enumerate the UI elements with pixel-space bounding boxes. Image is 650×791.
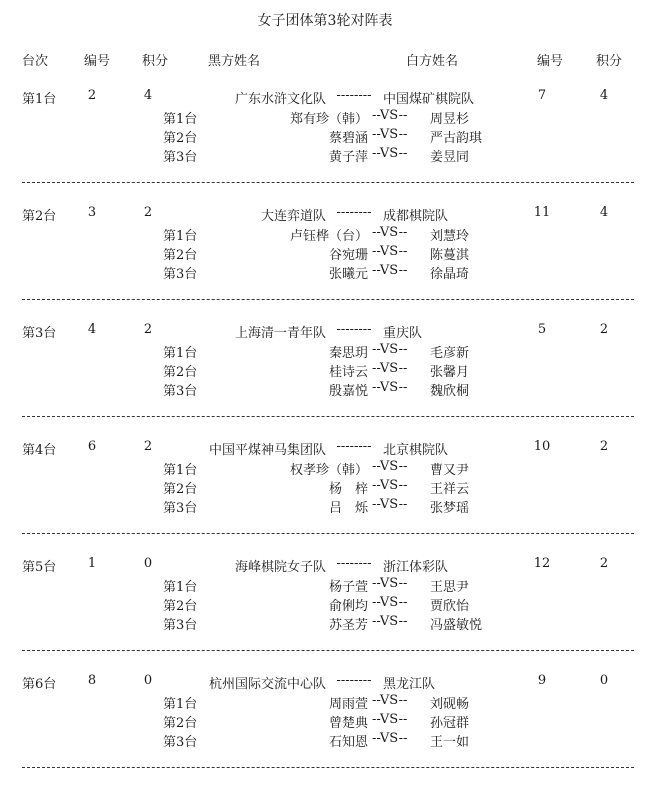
board-label: 第1台: [163, 229, 198, 244]
match-table: 第4台: [22, 443, 57, 458]
black-player: 桂诗云: [328, 365, 368, 380]
board-label: 第2台: [163, 716, 198, 731]
header-no-right: 编号: [537, 54, 564, 69]
board-row: [0, 127, 650, 145]
vs-label: --VS--: [372, 459, 408, 474]
black-player: 吕 烁: [328, 501, 368, 516]
white-player: 贾欣怡: [430, 599, 470, 614]
black-team: 中国平煤神马集团队: [208, 443, 326, 458]
separator-line: [22, 767, 634, 768]
black-player: 黄子萍: [328, 150, 368, 165]
vs-label: --VS--: [372, 576, 408, 591]
match-block: [0, 88, 650, 206]
match-score-left: 2: [143, 205, 153, 220]
white-player: 曹又尹: [430, 463, 470, 478]
header-score-left: 积分: [142, 54, 169, 69]
match-row: [0, 322, 650, 340]
white-player: 王一如: [430, 735, 470, 750]
header-table: 台次: [22, 54, 49, 69]
header-white: 白方姓名: [406, 54, 459, 69]
board-row: [0, 146, 650, 164]
black-team: 大连弈道队: [260, 209, 326, 224]
vs-label: --VS--: [372, 731, 408, 746]
vs-label: --VS--: [372, 361, 408, 376]
black-player: 石知恩: [328, 735, 368, 750]
board-label: 第1台: [163, 580, 198, 595]
header-black: 黑方姓名: [208, 54, 261, 69]
black-team: 杭州国际交流中心队: [208, 677, 326, 692]
match-score-right: 0: [599, 673, 609, 688]
match-no-right: 11: [533, 205, 551, 220]
white-player: 严古韵琪: [430, 131, 483, 146]
board-label: 第3台: [163, 150, 198, 165]
vs-label: --VS--: [372, 497, 408, 512]
match-score-left: 0: [143, 673, 153, 688]
board-row: [0, 225, 650, 243]
vs-label: --VS--: [372, 712, 408, 727]
white-player: 张梦瑶: [430, 501, 470, 516]
black-player: 张曦元: [328, 267, 368, 282]
white-team: 成都棋院队: [383, 209, 449, 224]
board-row: [0, 380, 650, 398]
black-player: 郑有珍（韩）: [289, 112, 368, 127]
board-label: 第2台: [163, 482, 198, 497]
match-score-right: 2: [599, 322, 609, 337]
match-table: 第5台: [22, 560, 57, 575]
separator-line: [22, 533, 634, 534]
match-no-right: 10: [533, 439, 551, 454]
board-label: 第3台: [163, 618, 198, 633]
match-score-right: 4: [599, 205, 609, 220]
match-row: [0, 673, 650, 691]
match-no-left: 1: [87, 556, 97, 571]
white-team: 重庆队: [383, 326, 423, 341]
board-label: 第2台: [163, 365, 198, 380]
white-player: 刘慧玲: [430, 229, 470, 244]
white-player: 毛彦新: [430, 346, 470, 361]
white-player: 徐晶琦: [430, 267, 470, 282]
white-team: 中国煤矿棋院队: [383, 92, 475, 107]
match-row: [0, 556, 650, 574]
black-player: 杨子萱: [328, 580, 368, 595]
white-player: 姜昱同: [430, 150, 470, 165]
vs-label: --VS--: [372, 380, 408, 395]
match-dash: --------: [336, 556, 372, 571]
page-title: 女子团体第3轮对阵表: [257, 13, 393, 29]
board-label: 第3台: [163, 267, 198, 282]
separator-line: [22, 416, 634, 417]
match-score-left: 2: [143, 439, 153, 454]
match-row: [0, 88, 650, 106]
match-block: [0, 556, 650, 674]
match-score-right: 2: [599, 439, 609, 454]
match-dash: --------: [336, 88, 372, 103]
board-label: 第1台: [163, 346, 198, 361]
match-no-right: 7: [537, 88, 547, 103]
separator-line: [22, 299, 634, 300]
separator-line: [22, 650, 634, 651]
board-label: 第2台: [163, 599, 198, 614]
black-player: 杨 梓: [328, 482, 368, 497]
vs-label: --VS--: [372, 108, 408, 123]
table-header: [0, 50, 650, 70]
match-no-left: 3: [87, 205, 97, 220]
black-player: 权孝珍（韩）: [289, 463, 368, 478]
black-team: 广东水浒文化队: [234, 92, 326, 107]
black-team: 海峰棋院女子队: [234, 560, 326, 575]
white-player: 刘砚畅: [430, 697, 470, 712]
match-block: [0, 322, 650, 440]
board-row: [0, 497, 650, 515]
match-no-left: 8: [87, 673, 97, 688]
match-no-left: 2: [87, 88, 97, 103]
white-team: 黑龙江队: [383, 677, 436, 692]
board-row: [0, 712, 650, 730]
match-no-right: 9: [537, 673, 547, 688]
match-block: [0, 673, 650, 791]
header-score-right: 积分: [596, 54, 623, 69]
black-player: 俞俐均: [328, 599, 368, 614]
board-label: 第1台: [163, 463, 198, 478]
match-no-left: 6: [87, 439, 97, 454]
match-block: [0, 439, 650, 557]
vs-label: --VS--: [372, 263, 408, 278]
match-dash: --------: [336, 205, 372, 220]
match-row: [0, 439, 650, 457]
match-table: 第3台: [22, 326, 57, 341]
separator-line: [22, 182, 634, 183]
vs-label: --VS--: [372, 342, 408, 357]
black-player: 殷嘉悦: [328, 384, 368, 399]
board-row: [0, 478, 650, 496]
white-player: 陈蔓淇: [430, 248, 470, 263]
white-player: 王祥云: [430, 482, 470, 497]
board-row: [0, 108, 650, 126]
vs-label: --VS--: [372, 693, 408, 708]
match-row: [0, 205, 650, 223]
black-team: 上海清一青年队: [234, 326, 326, 341]
vs-label: --VS--: [372, 614, 408, 629]
match-no-left: 4: [87, 322, 97, 337]
vs-label: --VS--: [372, 127, 408, 142]
board-row: [0, 263, 650, 281]
board-row: [0, 244, 650, 262]
match-table: 第6台: [22, 677, 57, 692]
match-no-right: 5: [537, 322, 547, 337]
white-player: 王思尹: [430, 580, 470, 595]
white-team: 北京棋院队: [383, 443, 449, 458]
match-table: 第2台: [22, 209, 57, 224]
board-row: [0, 693, 650, 711]
white-player: 魏欣桐: [430, 384, 470, 399]
board-label: 第2台: [163, 131, 198, 146]
vs-label: --VS--: [372, 146, 408, 161]
match-score-right: 4: [599, 88, 609, 103]
board-label: 第2台: [163, 248, 198, 263]
board-label: 第1台: [163, 112, 198, 127]
match-score-left: 2: [143, 322, 153, 337]
match-dash: --------: [336, 322, 372, 337]
black-player: 秦思玥: [328, 346, 368, 361]
board-row: [0, 342, 650, 360]
board-row: [0, 731, 650, 749]
match-no-right: 12: [533, 556, 551, 571]
match-score-left: 0: [143, 556, 153, 571]
white-player: 孙冠群: [430, 716, 470, 731]
board-row: [0, 614, 650, 632]
board-row: [0, 576, 650, 594]
vs-label: --VS--: [372, 478, 408, 493]
board-label: 第3台: [163, 501, 198, 516]
vs-label: --VS--: [372, 595, 408, 610]
board-label: 第3台: [163, 735, 198, 750]
black-player: 蔡碧涵: [328, 131, 368, 146]
match-dash: --------: [336, 439, 372, 454]
white-player: 周昱杉: [430, 112, 470, 127]
match-score-right: 2: [599, 556, 609, 571]
match-table: 第1台: [22, 92, 57, 107]
match-dash: --------: [336, 673, 372, 688]
board-row: [0, 459, 650, 477]
black-player: 苏圣芳: [328, 618, 368, 633]
board-row: [0, 595, 650, 613]
match-block: [0, 205, 650, 323]
board-label: 第3台: [163, 384, 198, 399]
match-score-left: 4: [143, 88, 153, 103]
black-player: 卢钰桦（台）: [289, 229, 368, 244]
black-player: 周雨萱: [328, 697, 368, 712]
white-player: 张馨月: [430, 365, 470, 380]
white-team: 浙江体彩队: [383, 560, 449, 575]
white-player: 冯盛敏悦: [430, 618, 483, 633]
header-no-left: 编号: [84, 54, 111, 69]
board-label: 第1台: [163, 697, 198, 712]
vs-label: --VS--: [372, 244, 408, 259]
black-player: 谷宛珊: [328, 248, 368, 263]
vs-label: --VS--: [372, 225, 408, 240]
board-row: [0, 361, 650, 379]
black-player: 曾楚典: [328, 716, 368, 731]
